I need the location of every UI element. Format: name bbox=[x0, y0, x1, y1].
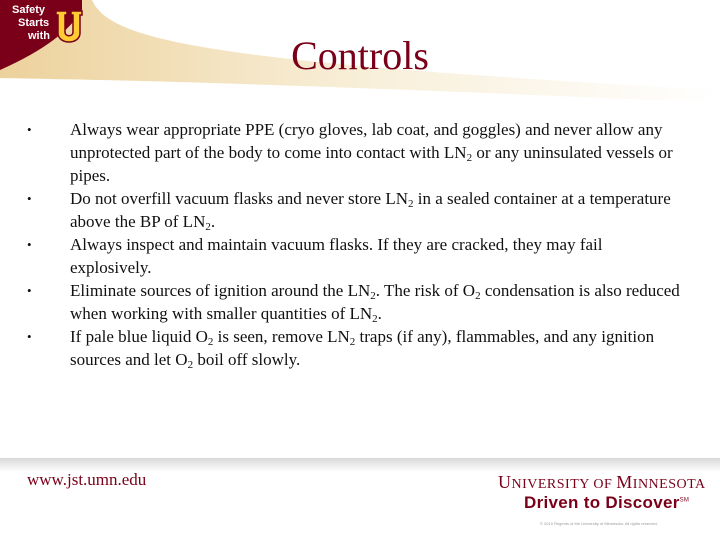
wordmark-u: U bbox=[498, 472, 512, 492]
bullet-marker: • bbox=[27, 329, 32, 344]
bullet-text: or any uninsulated vessels or pipes. bbox=[70, 143, 673, 185]
bullet-text: . bbox=[210, 212, 216, 231]
bullet-item bbox=[26, 187, 686, 233]
bullet-marker: • bbox=[27, 237, 32, 252]
bullet-item bbox=[26, 233, 686, 279]
bullet-text: is seen, remove LN bbox=[213, 327, 350, 346]
wordmark-innesota: INNESOTA bbox=[632, 477, 706, 492]
bullet-marker: • bbox=[27, 122, 32, 137]
bullet-item bbox=[26, 118, 686, 187]
copyright-notice: © 2010 Regents of the University of Minnesota. All rights reserved. bbox=[540, 521, 658, 526]
subscript: 2 bbox=[207, 336, 214, 348]
bullet-list bbox=[26, 118, 686, 371]
subscript: 2 bbox=[372, 313, 378, 325]
bullet-text: Always inspect and maintain vacuum flasks. If they are cracked, they may fail explosively. bbox=[70, 235, 603, 277]
wordmark-m: M bbox=[616, 472, 633, 492]
block-u-icon bbox=[55, 10, 83, 48]
bullet-text: . The risk of O bbox=[375, 281, 476, 300]
tagline bbox=[524, 493, 689, 513]
subscript: 2 bbox=[205, 221, 211, 233]
subscript: 2 bbox=[349, 336, 356, 348]
bullet-marker: • bbox=[27, 283, 32, 298]
slide-title: Controls bbox=[291, 33, 429, 78]
subscript: 2 bbox=[475, 290, 481, 302]
service-mark: SM bbox=[679, 497, 690, 504]
website-url[interactable]: www.jst.umn.edu bbox=[27, 470, 147, 489]
bullet-text: condensation is also reduced when working with smaller quantities of LN bbox=[70, 281, 680, 323]
bullet-text: in a sealed container at a temperature above the BP of LN bbox=[70, 189, 671, 231]
bullet-text: boil off slowly. bbox=[193, 350, 301, 369]
bullet-text: If pale blue liquid O bbox=[70, 327, 208, 346]
subscript: 2 bbox=[408, 198, 414, 210]
logo-line-3: with bbox=[28, 30, 50, 42]
subscript: 2 bbox=[370, 290, 376, 302]
wordmark-niversity: NIVERSITY OF bbox=[511, 477, 617, 492]
subscript: 2 bbox=[187, 359, 194, 371]
bullet-text: . bbox=[377, 304, 382, 323]
logo-line-2: Starts bbox=[18, 17, 50, 29]
logo-line-1: Safety bbox=[12, 4, 46, 16]
bullet-text: traps (if any), flammables, and any ignition sources and let O bbox=[70, 327, 655, 369]
bullet-text: Always wear appropriate PPE (cryo gloves, lab coat, and goggles) and never allow any unprotected part of the body to come into contact with LN bbox=[70, 120, 663, 162]
university-wordmark bbox=[498, 472, 706, 493]
bullet-marker: • bbox=[27, 191, 32, 206]
bullet-item bbox=[26, 325, 686, 371]
header-bar bbox=[0, 0, 720, 103]
bullet-text: Do not overfill vacuum flasks and never store LN bbox=[70, 189, 409, 208]
safety-starts-with-u-logo bbox=[0, 0, 92, 72]
bullet-item bbox=[26, 279, 686, 325]
bullet-text: Eliminate sources of ignition around the LN bbox=[70, 281, 371, 300]
subscript: 2 bbox=[466, 152, 473, 164]
tagline-text: Driven to Discover bbox=[524, 493, 680, 512]
